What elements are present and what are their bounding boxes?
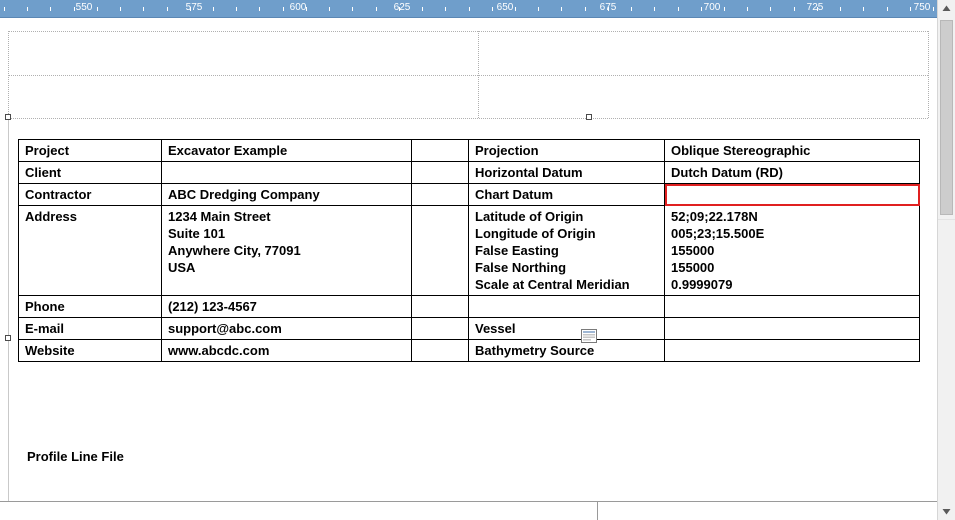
param-label: Longitude of Origin bbox=[475, 226, 596, 241]
cell-value-projection[interactable]: Oblique Stereographic bbox=[665, 140, 920, 162]
ruler-label: 675 bbox=[599, 2, 617, 13]
param-value: 0.9999079 bbox=[671, 277, 733, 292]
cell-spacer bbox=[412, 206, 469, 296]
cell-label-project: Project bbox=[19, 140, 162, 162]
cell-label-projection: Projection bbox=[469, 140, 665, 162]
ruler-tick bbox=[585, 7, 586, 11]
cell-label-horizontal-datum: Horizontal Datum bbox=[469, 162, 665, 184]
ruler-tick bbox=[236, 7, 237, 11]
ruler-tick bbox=[794, 7, 795, 11]
ruler-tick bbox=[469, 7, 470, 11]
vertical-scroll-thumb[interactable] bbox=[940, 20, 953, 215]
param-value: 005;23;15.500E bbox=[671, 226, 765, 241]
ruler-tick bbox=[654, 7, 655, 11]
ruler-label: 550 bbox=[75, 2, 93, 13]
cell-spacer bbox=[412, 318, 469, 340]
ruler-tick bbox=[50, 7, 51, 11]
cell-label-chart-datum: Chart Datum bbox=[469, 184, 665, 206]
ruler-tick bbox=[724, 7, 725, 11]
address-line: 1234 Main Street bbox=[168, 209, 271, 224]
param-label: False Easting bbox=[475, 243, 559, 258]
ruler-tick bbox=[97, 7, 98, 11]
ruler-label: 750 bbox=[913, 2, 931, 13]
paste-options-icon[interactable] bbox=[580, 327, 598, 345]
ruler-ticks bbox=[0, 0, 937, 17]
ruler-tick bbox=[167, 7, 168, 11]
scroll-track-divider bbox=[938, 219, 955, 220]
page-canvas[interactable] bbox=[0, 19, 937, 520]
cell-spacer bbox=[412, 184, 469, 206]
address-line: Suite 101 bbox=[168, 226, 226, 241]
ruler-label: 700 bbox=[703, 2, 721, 13]
ruler-tick bbox=[27, 7, 28, 11]
cell-value-bathymetry-source[interactable] bbox=[665, 340, 920, 362]
cell-label-email: E-mail bbox=[19, 318, 162, 340]
ruler-tick bbox=[538, 7, 539, 11]
ruler-tick bbox=[747, 7, 748, 11]
table-row[interactable] bbox=[19, 296, 920, 318]
param-value: 155000 bbox=[671, 243, 715, 258]
param-label: Scale at Central Meridian bbox=[475, 277, 630, 292]
param-label: Latitude of Origin bbox=[475, 209, 584, 224]
ruler-tick bbox=[863, 7, 864, 11]
scroll-up-arrow[interactable] bbox=[938, 0, 955, 17]
cell-value-project[interactable]: Excavator Example bbox=[162, 140, 412, 162]
project-info-table bbox=[18, 139, 920, 362]
cell-spacer bbox=[412, 162, 469, 184]
table-row-address[interactable] bbox=[19, 206, 920, 296]
ruler-label: 625 bbox=[393, 2, 411, 13]
cell-value-horizontal-datum[interactable]: Dutch Datum (RD) bbox=[665, 162, 920, 184]
cell-label-bathymetry-source: Bathymetry Source bbox=[469, 340, 665, 362]
table-row[interactable] bbox=[19, 140, 920, 162]
cell-value-contractor[interactable]: ABC Dredging Company bbox=[162, 184, 412, 206]
cell-value-email[interactable]: support@abc.com bbox=[162, 318, 412, 340]
ruler-tick bbox=[840, 7, 841, 11]
ruler-tick bbox=[352, 7, 353, 11]
param-value: 155000 bbox=[671, 260, 715, 275]
param-label: False Northing bbox=[475, 260, 567, 275]
ruler-tick bbox=[561, 7, 562, 11]
cell-spacer bbox=[412, 296, 469, 318]
cell-value-chart-datum-selected[interactable] bbox=[665, 184, 920, 206]
cell-value-website[interactable]: www.abcdc.com bbox=[162, 340, 412, 362]
cell-spacer bbox=[412, 340, 469, 362]
ruler-label: 575 bbox=[185, 2, 203, 13]
cell-label-client: Client bbox=[19, 162, 162, 184]
address-line: Anywhere City, 77091 bbox=[168, 243, 301, 258]
ruler-tick bbox=[120, 7, 121, 11]
cell-label-footer-1 bbox=[469, 296, 665, 318]
ruler-label: 650 bbox=[496, 2, 514, 13]
selection-handle-bottom-left[interactable] bbox=[5, 335, 11, 341]
ruler-tick bbox=[4, 7, 5, 11]
table-row[interactable] bbox=[19, 318, 920, 340]
cell-label-phone: Phone bbox=[19, 296, 162, 318]
ruler-tick bbox=[515, 7, 516, 11]
param-value: 52;09;22.178N bbox=[671, 209, 758, 224]
ruler-tick bbox=[701, 7, 702, 11]
ruler-tick bbox=[887, 7, 888, 11]
vertical-scrollbar[interactable] bbox=[937, 0, 955, 520]
selection-handle-left[interactable] bbox=[5, 114, 11, 120]
cell-value-vessel[interactable] bbox=[665, 318, 920, 340]
ruler-label: 600 bbox=[289, 2, 307, 13]
ruler-tick bbox=[678, 7, 679, 11]
selection-handle-center[interactable] bbox=[586, 114, 592, 120]
ruler-label: 725 bbox=[806, 2, 824, 13]
ruler-tick bbox=[933, 7, 934, 11]
cell-value-phone[interactable]: (212) 123-4567 bbox=[162, 296, 412, 318]
table-row[interactable] bbox=[19, 184, 920, 206]
ruler-tick bbox=[329, 7, 330, 11]
cell-value-projection-params[interactable] bbox=[665, 206, 920, 296]
horizontal-ruler[interactable] bbox=[0, 0, 937, 18]
table-row[interactable] bbox=[19, 162, 920, 184]
ruler-tick bbox=[376, 7, 377, 11]
cell-value-address[interactable] bbox=[162, 206, 412, 296]
profile-line-file-label: Profile Line File bbox=[27, 449, 124, 464]
cell-value-footer-1[interactable] bbox=[665, 296, 920, 318]
ruler-tick bbox=[770, 7, 771, 11]
ruler-tick bbox=[445, 7, 446, 11]
cell-label-address: Address bbox=[19, 206, 162, 296]
page-break-divider bbox=[597, 502, 598, 520]
cell-label-vessel: Vessel bbox=[469, 318, 665, 340]
ruler-tick bbox=[259, 7, 260, 11]
table-row[interactable] bbox=[19, 340, 920, 362]
ruler-tick bbox=[283, 7, 284, 11]
ruler-tick bbox=[422, 7, 423, 11]
ruler-tick bbox=[143, 7, 144, 11]
cell-label-projection-params bbox=[469, 206, 665, 296]
ruler-tick bbox=[213, 7, 214, 11]
ruler-tick bbox=[631, 7, 632, 11]
cell-label-contractor: Contractor bbox=[19, 184, 162, 206]
cell-spacer bbox=[412, 140, 469, 162]
ruler-tick bbox=[910, 7, 911, 11]
page-break-line bbox=[0, 501, 937, 502]
scroll-down-arrow[interactable] bbox=[938, 503, 955, 520]
address-line: USA bbox=[168, 260, 196, 275]
cell-label-website: Website bbox=[19, 340, 162, 362]
cell-value-client[interactable] bbox=[162, 162, 412, 184]
page-left-edge bbox=[8, 118, 9, 501]
ruler-tick bbox=[492, 7, 493, 11]
